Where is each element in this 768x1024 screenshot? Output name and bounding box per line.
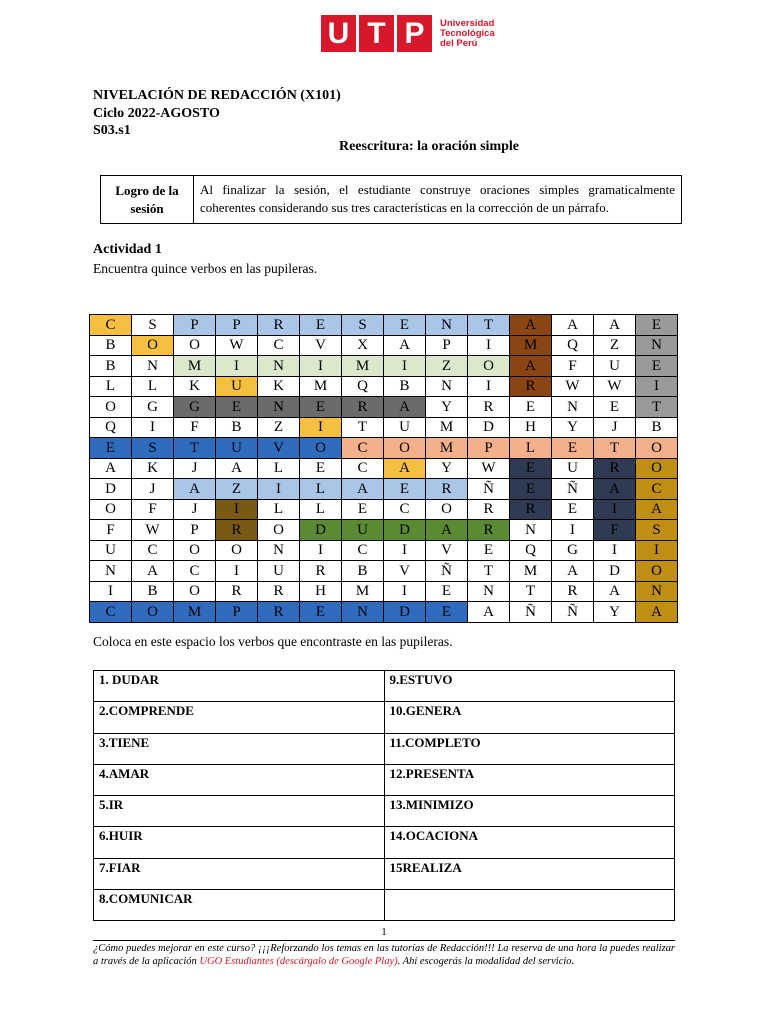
grid-cell: D: [90, 479, 132, 500]
grid-cell: P: [216, 315, 258, 336]
grid-cell: J: [132, 479, 174, 500]
grid-cell: A: [90, 458, 132, 479]
logo-line-1: Universidad: [440, 17, 495, 29]
grid-row: [90, 540, 678, 561]
grid-cell: L: [510, 438, 552, 459]
grid-cell: H: [510, 417, 552, 438]
grid-cell: C: [342, 458, 384, 479]
grid-cell: Y: [552, 417, 594, 438]
grid-cell: E: [468, 540, 510, 561]
grid-row: [90, 499, 678, 520]
grid-cell: O: [216, 540, 258, 561]
grid-cell: C: [636, 479, 678, 500]
verb-cell: 6.HUIR: [94, 827, 385, 858]
grid-cell: F: [174, 417, 216, 438]
grid-cell: R: [342, 397, 384, 418]
grid-cell: Ñ: [552, 602, 594, 623]
grid-cell: Ñ: [426, 561, 468, 582]
grid-row: [90, 581, 678, 602]
grid-cell: A: [174, 479, 216, 500]
session-code: S03.s1: [93, 123, 131, 138]
grid-cell: X: [342, 335, 384, 356]
verbs-table: [93, 670, 675, 921]
grid-cell: D: [300, 520, 342, 541]
grid-cell: C: [174, 561, 216, 582]
grid-cell: E: [510, 479, 552, 500]
grid-row: [90, 438, 678, 459]
logo-letter-t: T: [359, 15, 394, 52]
grid-cell: G: [132, 397, 174, 418]
grid-cell: E: [552, 438, 594, 459]
grid-cell: Z: [258, 417, 300, 438]
grid-cell: A: [426, 520, 468, 541]
verb-cell: 3.TIENE: [94, 733, 385, 764]
grid-cell: N: [258, 356, 300, 377]
grid-cell: E: [216, 397, 258, 418]
grid-cell: I: [216, 561, 258, 582]
verb-cell: 8.COMUNICAR: [94, 890, 385, 921]
grid-cell: O: [90, 499, 132, 520]
grid-cell: W: [132, 520, 174, 541]
grid-cell: H: [300, 581, 342, 602]
grid-cell: W: [552, 376, 594, 397]
grid-cell: Z: [216, 479, 258, 500]
activity-instruction: Encuentra quince verbos en las pupileras.: [93, 261, 318, 276]
grid-cell: T: [510, 581, 552, 602]
footer-text-1: ¿Cómo puedes mejorar en este curso? ¡¡¡Reforzando los temas en las tutorías de Redacción!!! La reserva de una hora la puedes realizar a través de la aplicación: [93, 943, 675, 967]
grid-cell: Q: [510, 540, 552, 561]
grid-cell: R: [510, 499, 552, 520]
grid-cell: M: [174, 602, 216, 623]
grid-cell: Y: [426, 458, 468, 479]
grid-cell: I: [300, 356, 342, 377]
grid-cell: T: [468, 561, 510, 582]
grid-row: [90, 356, 678, 377]
grid-cell: A: [636, 499, 678, 520]
grid-cell: A: [384, 335, 426, 356]
grid-cell: I: [552, 520, 594, 541]
grid-cell: B: [216, 417, 258, 438]
grid-cell: A: [510, 356, 552, 377]
grid-cell: T: [174, 438, 216, 459]
grid-cell: A: [132, 561, 174, 582]
verb-cell: 15REALIZA: [384, 858, 675, 889]
grid-cell: N: [426, 376, 468, 397]
grid-cell: R: [258, 602, 300, 623]
verb-cell: 4.AMAR: [94, 764, 385, 795]
grid-cell: R: [426, 479, 468, 500]
grid-cell: O: [90, 397, 132, 418]
grid-cell: B: [384, 376, 426, 397]
grid-cell: O: [636, 561, 678, 582]
verb-cell: 14.OCACIONA: [384, 827, 675, 858]
grid-cell: C: [342, 438, 384, 459]
grid-cell: A: [468, 602, 510, 623]
grid-cell: S: [132, 315, 174, 336]
verb-cell: 13.MINIMIZO: [384, 796, 675, 827]
grid-cell: E: [384, 479, 426, 500]
grid-cell: Ñ: [552, 479, 594, 500]
grid-cell: M: [174, 356, 216, 377]
grid-cell: E: [300, 458, 342, 479]
cycle-label: Ciclo 2022-AGOSTO: [93, 106, 220, 121]
grid-cell: U: [594, 356, 636, 377]
grid-cell: N: [636, 335, 678, 356]
grid-cell: A: [552, 315, 594, 336]
grid-cell: V: [300, 335, 342, 356]
grid-cell: I: [636, 376, 678, 397]
grid-cell: O: [636, 438, 678, 459]
grid-cell: R: [216, 520, 258, 541]
grid-cell: Y: [594, 602, 636, 623]
grid-cell: O: [132, 335, 174, 356]
grid-cell: E: [594, 397, 636, 418]
grid-cell: L: [258, 499, 300, 520]
grid-cell: I: [132, 417, 174, 438]
grid-cell: S: [636, 520, 678, 541]
grid-cell: E: [636, 315, 678, 336]
grid-cell: I: [594, 499, 636, 520]
course-title: NIVELACIÓN DE REDACCIÓN (X101): [93, 88, 341, 103]
grid-cell: O: [258, 520, 300, 541]
grid-cell: R: [594, 458, 636, 479]
grid-cell: O: [174, 540, 216, 561]
grid-cell: C: [90, 602, 132, 623]
grid-row: [90, 417, 678, 438]
grid-row: [90, 458, 678, 479]
grid-row: [90, 397, 678, 418]
grid-cell: R: [468, 520, 510, 541]
grid-cell: J: [174, 499, 216, 520]
verbs-row: [94, 858, 675, 889]
grid-cell: O: [174, 581, 216, 602]
grid-cell: B: [636, 417, 678, 438]
grid-cell: Ñ: [468, 479, 510, 500]
grid-cell: D: [594, 561, 636, 582]
grid-cell: P: [468, 438, 510, 459]
grid-cell: W: [216, 335, 258, 356]
grid-cell: F: [594, 520, 636, 541]
word-search-grid: [89, 314, 678, 623]
grid-cell: C: [384, 499, 426, 520]
grid-cell: E: [426, 581, 468, 602]
grid-cell: B: [90, 356, 132, 377]
footer-text-2: . Ahí escogerás la modalidad del servicio.: [397, 956, 575, 967]
grid-cell: T: [636, 397, 678, 418]
grid-cell: I: [300, 417, 342, 438]
grid-cell: M: [510, 561, 552, 582]
grid-cell: O: [426, 499, 468, 520]
utp-logo: [321, 15, 495, 52]
grid-cell: E: [90, 438, 132, 459]
grid-cell: M: [426, 438, 468, 459]
verbs-row: [94, 671, 675, 702]
grid-cell: P: [174, 315, 216, 336]
grid-cell: L: [300, 479, 342, 500]
grid-cell: D: [384, 520, 426, 541]
grid-cell: I: [594, 540, 636, 561]
grid-cell: B: [132, 581, 174, 602]
grid-cell: R: [510, 376, 552, 397]
grid-cell: U: [216, 438, 258, 459]
grid-cell: E: [300, 315, 342, 336]
grid-cell: B: [342, 561, 384, 582]
grid-cell: O: [468, 356, 510, 377]
grid-cell: I: [384, 356, 426, 377]
grid-cell: N: [258, 397, 300, 418]
grid-cell: U: [342, 520, 384, 541]
grid-cell: R: [300, 561, 342, 582]
grid-cell: F: [90, 520, 132, 541]
grid-cell: G: [552, 540, 594, 561]
grid-cell: U: [552, 458, 594, 479]
grid-cell: A: [216, 458, 258, 479]
grid-cell: R: [258, 315, 300, 336]
grid-cell: I: [300, 540, 342, 561]
grid-cell: P: [216, 602, 258, 623]
grid-row: [90, 315, 678, 336]
grid-cell: O: [132, 602, 174, 623]
page-subtitle: Reescritura: la oración simple: [338, 139, 519, 154]
grid-cell: A: [636, 602, 678, 623]
grid-cell: R: [216, 581, 258, 602]
grid-row: [90, 520, 678, 541]
grid-cell: C: [258, 335, 300, 356]
grid-cell: I: [216, 356, 258, 377]
goal-label: Logro de la sesión: [101, 176, 194, 223]
grid-cell: K: [174, 376, 216, 397]
footer-app-link[interactable]: UGO Estudiantes (descárgalo de Google Play): [199, 956, 398, 967]
grid-cell: A: [384, 397, 426, 418]
grid-cell: P: [174, 520, 216, 541]
grid-cell: A: [384, 458, 426, 479]
grid-cell: I: [384, 581, 426, 602]
logo-line-3: del Perú: [440, 37, 478, 49]
verb-cell: 9.ESTUVO: [384, 671, 675, 702]
grid-cell: D: [384, 602, 426, 623]
verbs-row: [94, 796, 675, 827]
verbs-instruction: Coloca en este espacio los verbos que encontraste en las pupileras.: [93, 634, 453, 649]
grid-cell: U: [384, 417, 426, 438]
grid-cell: R: [258, 581, 300, 602]
grid-cell: J: [174, 458, 216, 479]
grid-cell: E: [510, 458, 552, 479]
logo-line-2: Tecnológica: [440, 27, 495, 39]
grid-cell: F: [552, 356, 594, 377]
grid-cell: G: [174, 397, 216, 418]
grid-row: [90, 561, 678, 582]
page-number: 1: [381, 926, 387, 938]
grid-cell: M: [342, 356, 384, 377]
logo-text: [440, 19, 495, 49]
grid-cell: E: [426, 602, 468, 623]
grid-cell: B: [90, 335, 132, 356]
grid-cell: M: [510, 335, 552, 356]
grid-cell: D: [468, 417, 510, 438]
logo-letter-u: U: [321, 15, 356, 52]
grid-cell: Z: [594, 335, 636, 356]
grid-cell: R: [468, 397, 510, 418]
grid-cell: C: [90, 315, 132, 336]
grid-cell: V: [384, 561, 426, 582]
grid-cell: E: [510, 397, 552, 418]
grid-cell: M: [342, 581, 384, 602]
grid-cell: L: [90, 376, 132, 397]
grid-cell: E: [300, 397, 342, 418]
grid-cell: Q: [342, 376, 384, 397]
grid-cell: M: [300, 376, 342, 397]
grid-cell: R: [468, 499, 510, 520]
verb-cell: [384, 890, 675, 921]
grid-cell: A: [510, 315, 552, 336]
grid-cell: N: [132, 356, 174, 377]
verb-cell: 7.FIAR: [94, 858, 385, 889]
grid-row: [90, 335, 678, 356]
grid-cell: I: [258, 479, 300, 500]
grid-cell: Ñ: [510, 602, 552, 623]
verb-cell: 12.PRESENTA: [384, 764, 675, 795]
grid-cell: K: [258, 376, 300, 397]
grid-cell: E: [342, 499, 384, 520]
grid-cell: A: [594, 315, 636, 336]
grid-cell: C: [132, 540, 174, 561]
grid-cell: N: [510, 520, 552, 541]
verb-cell: 1. DUDAR: [94, 671, 385, 702]
grid-cell: V: [258, 438, 300, 459]
grid-cell: U: [90, 540, 132, 561]
grid-cell: O: [384, 438, 426, 459]
goal-text: Al finalizar la sesión, el estudiante construye oraciones simples gramaticalmente coherentes considerando sus tres características en la corrección de un párrafo.: [200, 182, 675, 215]
grid-cell: Q: [90, 417, 132, 438]
grid-cell: T: [468, 315, 510, 336]
grid-cell: A: [594, 479, 636, 500]
grid-cell: R: [552, 581, 594, 602]
grid-cell: O: [636, 458, 678, 479]
grid-cell: E: [300, 602, 342, 623]
grid-cell: W: [594, 376, 636, 397]
verbs-row: [94, 827, 675, 858]
grid-cell: Y: [426, 397, 468, 418]
grid-cell: W: [468, 458, 510, 479]
grid-cell: I: [216, 499, 258, 520]
grid-cell: I: [468, 376, 510, 397]
grid-cell: L: [132, 376, 174, 397]
grid-cell: U: [258, 561, 300, 582]
grid-cell: F: [132, 499, 174, 520]
grid-cell: O: [300, 438, 342, 459]
grid-row: [90, 602, 678, 623]
grid-cell: C: [342, 540, 384, 561]
verbs-row: [94, 890, 675, 921]
grid-cell: M: [426, 417, 468, 438]
verb-cell: 11.COMPLETO: [384, 733, 675, 764]
grid-cell: I: [468, 335, 510, 356]
grid-cell: Q: [552, 335, 594, 356]
grid-cell: T: [594, 438, 636, 459]
verbs-row: [94, 733, 675, 764]
grid-cell: U: [216, 376, 258, 397]
grid-cell: E: [384, 315, 426, 336]
grid-cell: V: [426, 540, 468, 561]
grid-cell: S: [132, 438, 174, 459]
grid-cell: L: [300, 499, 342, 520]
grid-cell: E: [552, 499, 594, 520]
activity-title: Actividad 1: [93, 242, 162, 257]
grid-cell: P: [426, 335, 468, 356]
grid-cell: T: [342, 417, 384, 438]
session-goal-box: [100, 175, 682, 224]
grid-cell: J: [594, 417, 636, 438]
logo-letter-p: P: [397, 15, 432, 52]
verb-cell: 5.IR: [94, 796, 385, 827]
grid-cell: N: [468, 581, 510, 602]
grid-cell: A: [594, 581, 636, 602]
grid-cell: N: [426, 315, 468, 336]
grid-cell: I: [384, 540, 426, 561]
footer-note: [93, 940, 675, 968]
grid-cell: A: [342, 479, 384, 500]
grid-row: [90, 479, 678, 500]
grid-cell: K: [132, 458, 174, 479]
grid-cell: O: [174, 335, 216, 356]
grid-cell: L: [258, 458, 300, 479]
grid-cell: N: [342, 602, 384, 623]
grid-cell: N: [258, 540, 300, 561]
grid-cell: N: [636, 581, 678, 602]
grid-cell: A: [552, 561, 594, 582]
grid-cell: S: [342, 315, 384, 336]
verbs-row: [94, 764, 675, 795]
grid-cell: N: [552, 397, 594, 418]
verb-cell: 2.COMPRENDE: [94, 702, 385, 733]
grid-cell: I: [636, 540, 678, 561]
grid-cell: Z: [426, 356, 468, 377]
grid-cell: N: [90, 561, 132, 582]
verbs-row: [94, 702, 675, 733]
verb-cell: 10.GENERA: [384, 702, 675, 733]
grid-row: [90, 376, 678, 397]
grid-cell: I: [90, 581, 132, 602]
grid-cell: E: [636, 356, 678, 377]
